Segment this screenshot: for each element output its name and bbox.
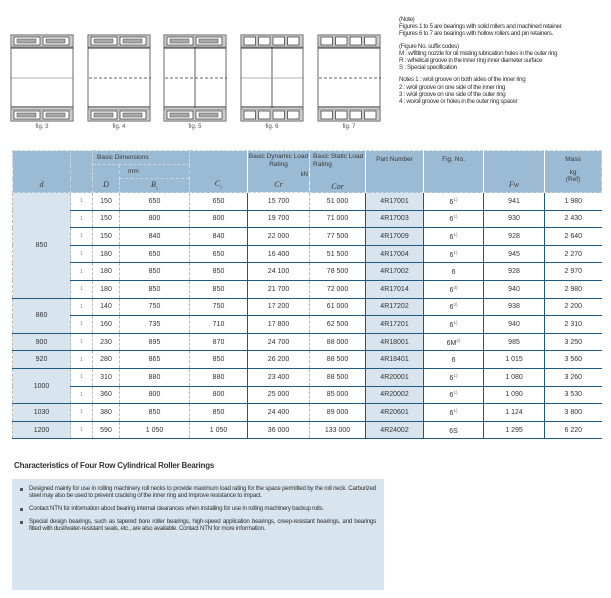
cell-Cr: 17 200	[248, 298, 310, 316]
cell-D: 380	[93, 404, 120, 422]
cell-fw: 945	[484, 245, 545, 263]
table-row	[13, 228, 602, 246]
cell-fig-no	[424, 351, 484, 369]
bearing-spec-table	[12, 150, 602, 439]
cell-D: 150	[93, 228, 120, 246]
suffix-title: (Figure No. suffix codes)	[399, 42, 459, 50]
cell-D: 180	[93, 263, 120, 281]
header-fw	[484, 151, 545, 193]
cell-D: 280	[93, 351, 120, 369]
mass-label: Mass	[565, 156, 581, 163]
header-d	[13, 151, 71, 193]
fig-no-sup: 2)	[453, 302, 458, 308]
cell-marker: 1	[71, 368, 93, 386]
cell-part-number: 4R17201	[366, 316, 424, 334]
cell-fw: 1 090	[484, 386, 545, 404]
characteristic-text: Contact NTN for information about bearing internal clearances when installing for use in rolling machinery backup rolls.	[29, 504, 324, 512]
cell-D: 590	[93, 421, 120, 439]
cell-Cr: 22 000	[248, 228, 310, 246]
cell-Cor: 51 500	[310, 245, 366, 263]
cell-marker: 1	[71, 280, 93, 298]
figure-label: fig. 7	[342, 124, 356, 130]
cell-C1: 650	[190, 193, 248, 211]
cell-D: 360	[93, 386, 120, 404]
ref-label: (Ref)	[565, 176, 581, 183]
cell-D: 150	[93, 210, 120, 228]
table-row	[13, 421, 602, 439]
fig-no-sup: 1)	[453, 231, 458, 237]
cell-C1: 750	[190, 298, 248, 316]
cell-Cr: 16 400	[248, 245, 310, 263]
cell-Cor: 89 000	[310, 404, 366, 422]
cell-part-number: 4R20001	[366, 368, 424, 386]
cell-Cor: 51 000	[310, 193, 366, 211]
table-row	[13, 351, 602, 369]
part-number-label: Part Number	[376, 156, 413, 163]
cell-fw: 985	[484, 333, 545, 351]
cell-mass: 3 250	[545, 333, 602, 351]
cell-part-number: 4R17202	[366, 298, 424, 316]
cell-D: 180	[93, 280, 120, 298]
figure-label: fig. 6	[265, 124, 279, 130]
fig-no-value: 6	[449, 233, 454, 241]
cell-Cor: 85 000	[310, 386, 366, 404]
fig-no-value: 6	[451, 357, 456, 365]
figure-label: fig. 3	[35, 124, 49, 130]
suffix-line: R : w/helical groove in the inner ring inner diameter surface	[399, 57, 543, 65]
bearing-figure	[317, 34, 381, 130]
cell-fig-no	[424, 263, 484, 281]
table-row	[13, 386, 602, 404]
cell-marker: 1	[71, 210, 93, 228]
cell-B1: 895	[120, 333, 190, 351]
fig-no-sup: 1)	[453, 407, 458, 413]
cell-fw: 930	[484, 210, 545, 228]
cell-mass: 3 260	[545, 368, 602, 386]
header-D	[93, 165, 120, 193]
cell-D: 160	[93, 316, 120, 334]
fig-no-value: 6	[449, 286, 454, 294]
fig-no-value: 6	[449, 198, 454, 206]
fig-no-value: 6	[449, 251, 454, 259]
cell-Cr: 24 700	[248, 333, 310, 351]
cell-B1: 850	[120, 280, 190, 298]
cell-mass: 1 980	[545, 193, 602, 211]
cell-Cor: 133 000	[310, 421, 366, 439]
cell-Cor: 62 500	[310, 316, 366, 334]
cell-part-number: 4R20002	[366, 386, 424, 404]
characteristics-title: Characteristics of Four Row Cylindrical Roller Bearings	[14, 461, 215, 470]
fig-no-value: 6	[449, 216, 454, 224]
cell-C1: 840	[190, 228, 248, 246]
kn-label: kN	[300, 172, 309, 178]
cell-part-number: 4R17014	[366, 280, 424, 298]
cell-marker: 1	[71, 404, 93, 422]
cell-Cor: 88 500	[310, 351, 366, 369]
figure-label: fig. 4	[112, 124, 126, 130]
cell-fig-no	[424, 280, 484, 298]
bullet-icon	[20, 488, 23, 491]
cell-fw: 938	[484, 298, 545, 316]
characteristic-text: Special design bearings, such as tapered bore roller bearings, high-speed application bearings, creep-resistant bearings, and bearings fitted with dust/water-resistant seals, etc., are also available. Contact NTN for more information.	[29, 517, 376, 532]
cell-part-number: 4R17002	[366, 263, 424, 281]
header-static	[310, 151, 366, 193]
cell-B1: 800	[120, 210, 190, 228]
c1-label: C	[214, 178, 221, 188]
cell-Cr: 24 100	[248, 263, 310, 281]
cell-mass: 2 640	[545, 228, 602, 246]
header-mm	[120, 165, 190, 179]
cell-fig-no	[424, 386, 484, 404]
characteristics-box	[12, 479, 384, 590]
cell-C1: 850	[190, 351, 248, 369]
cell-Cr: 25 000	[248, 386, 310, 404]
bearing-figure	[87, 34, 151, 130]
cell-Cr: 26 200	[248, 351, 310, 369]
cell-d: 920	[13, 351, 71, 369]
table-row	[13, 280, 602, 298]
mm-label: mm	[128, 168, 139, 175]
numbered-note: Notes 1 : w/oil groove on both sides of the inner ring	[399, 76, 526, 84]
numbered-note: 3 : w/oil groove on one side of the outer ring	[399, 90, 506, 98]
header-dynamic	[248, 151, 310, 193]
cell-mass: 6 220	[545, 421, 602, 439]
cell-mass: 2 270	[545, 245, 602, 263]
table-row	[13, 193, 602, 211]
bearing-figures	[10, 34, 390, 134]
cell-Cor: 78 500	[310, 263, 366, 281]
bearing-figure	[163, 34, 227, 130]
cell-fw: 928	[484, 263, 545, 281]
cell-Cr: 23 400	[248, 368, 310, 386]
cell-Cr: 15 700	[248, 193, 310, 211]
cell-fw: 1 080	[484, 368, 545, 386]
cell-mass: 3 560	[545, 351, 602, 369]
cell-B1: 850	[120, 263, 190, 281]
cell-marker: 1	[71, 421, 93, 439]
fig-no-sup: 2)	[456, 337, 461, 343]
note-line: Figures 6 to 7 are bearings with hollow rollers and pin retainers.	[399, 30, 554, 38]
cell-d: 850	[13, 193, 71, 299]
fig-no-label: Fig. No.	[442, 156, 465, 163]
table-row	[13, 245, 602, 263]
cell-C1: 850	[190, 263, 248, 281]
header-d-label: d	[39, 180, 44, 189]
b1-sub: 1	[155, 185, 159, 191]
fw-label: Fw	[508, 180, 520, 189]
cell-mass: 2 970	[545, 263, 602, 281]
cell-B1: 850	[120, 404, 190, 422]
fig-no-sup: 1)	[453, 249, 458, 255]
cell-fw: 941	[484, 193, 545, 211]
cell-B1: 880	[120, 368, 190, 386]
fig-no-value: 6S	[449, 427, 458, 435]
cell-Cor: 88 000	[310, 333, 366, 351]
bearing-cross-section-icon	[163, 34, 227, 122]
header-basic-dimensions	[93, 151, 190, 165]
dynamic-label: Basic Dynamic Load Rating	[248, 153, 309, 168]
fig-no-value: 6	[451, 269, 456, 277]
cell-fig-no	[424, 228, 484, 246]
fig-no-value: 6	[449, 304, 454, 312]
cor-label: Cor	[331, 182, 344, 191]
cell-C1: 880	[190, 368, 248, 386]
fig-no-sup: 1)	[453, 390, 458, 396]
characteristic-item	[20, 506, 376, 513]
cell-Cr: 24 400	[248, 404, 310, 422]
cell-fig-no	[424, 245, 484, 263]
note-title: (Note)	[399, 16, 415, 23]
suffix-line: S : Special specification	[399, 64, 457, 72]
cell-C1: 870	[190, 333, 248, 351]
cell-marker: 1	[71, 333, 93, 351]
table-row	[13, 210, 602, 228]
cell-fig-no	[424, 404, 484, 422]
cell-fig-no	[424, 333, 484, 351]
note-line: Figures 1 to 5 are bearings with solid rollers and machined retainer.	[399, 23, 563, 31]
cell-B1: 750	[120, 298, 190, 316]
table-row	[13, 404, 602, 422]
table-row	[13, 298, 602, 316]
kg-label: kg	[569, 169, 577, 176]
cell-B1: 650	[120, 193, 190, 211]
fig-no-sup: 1)	[453, 214, 458, 220]
fig-no-sup: 1)	[453, 196, 458, 202]
cell-mass: 2 310	[545, 316, 602, 334]
D-label: D	[103, 180, 109, 189]
cell-C1: 800	[190, 210, 248, 228]
cell-marker: 1	[71, 386, 93, 404]
cell-B1: 650	[120, 245, 190, 263]
bearing-figure	[10, 34, 74, 130]
cell-Cor: 77 500	[310, 228, 366, 246]
cell-B1: 865	[120, 351, 190, 369]
cell-part-number: 4R17009	[366, 228, 424, 246]
cell-d: 1000	[13, 368, 71, 403]
cell-fw: 940	[484, 316, 545, 334]
fig-no-sup: 1)	[453, 319, 458, 325]
fig-no-value: 6M	[446, 339, 457, 347]
cell-fw: 1 295	[484, 421, 545, 439]
bearing-cross-section-icon	[317, 34, 381, 122]
cell-d: 860	[13, 298, 71, 333]
suffix-line: M : w/fitting nozzle for oil misting lubrication holes in the outer ring	[399, 49, 558, 57]
header-c1	[190, 151, 248, 193]
fig-no-value: 6	[449, 321, 454, 329]
cell-fig-no	[424, 298, 484, 316]
cell-marker: 1	[71, 228, 93, 246]
cell-Cor: 72 000	[310, 280, 366, 298]
cell-C1: 800	[190, 386, 248, 404]
cell-marker: 1	[71, 298, 93, 316]
bearing-cross-section-icon	[240, 34, 304, 122]
bearing-cross-section-icon	[87, 34, 151, 122]
cell-mass: 3 800	[545, 404, 602, 422]
header-marker	[71, 151, 93, 193]
characteristic-item	[20, 486, 376, 500]
cell-Cr: 21 700	[248, 280, 310, 298]
b1-label: B	[150, 180, 156, 190]
cell-D: 310	[93, 368, 120, 386]
cell-part-number: 4R18001	[366, 333, 424, 351]
cell-d: 1200	[13, 421, 71, 439]
cell-mass: 2 980	[545, 280, 602, 298]
header-fig-no	[424, 151, 484, 193]
table-body	[13, 193, 602, 439]
cell-mass: 2 200	[545, 298, 602, 316]
cell-D: 140	[93, 298, 120, 316]
cell-C1: 650	[190, 245, 248, 263]
table-row	[13, 333, 602, 351]
cell-D: 150	[93, 193, 120, 211]
cell-part-number: 4R17001	[366, 193, 424, 211]
cell-Cr: 17 800	[248, 316, 310, 334]
cell-mass: 2 430	[545, 210, 602, 228]
cell-B1: 735	[120, 316, 190, 334]
cell-B1: 840	[120, 228, 190, 246]
cell-Cr: 36 000	[248, 421, 310, 439]
cell-fw: 1 015	[484, 351, 545, 369]
cell-fig-no	[424, 316, 484, 334]
cell-fig-no	[424, 193, 484, 211]
basic-dimensions-label: Basic Dimensions	[97, 154, 149, 161]
bearing-cross-section-icon	[10, 34, 74, 122]
cell-mass: 3 530	[545, 386, 602, 404]
cell-part-number: 4R18401	[366, 351, 424, 369]
cell-Cor: 88 500	[310, 368, 366, 386]
cell-C1: 850	[190, 404, 248, 422]
cell-C1: 710	[190, 316, 248, 334]
cell-marker: 1	[71, 351, 93, 369]
cell-fw: 1 124	[484, 404, 545, 422]
numbered-note: 2 : w/oil groove on one side of the inner ring	[399, 83, 506, 91]
cell-Cr: 19 700	[248, 210, 310, 228]
table-row	[13, 316, 602, 334]
fig-no-sup: 1)	[453, 372, 458, 378]
header-mass	[545, 151, 602, 193]
cell-D: 180	[93, 245, 120, 263]
table-row	[13, 368, 602, 386]
bearing-figure	[240, 34, 304, 130]
characteristic-item	[20, 519, 376, 533]
fig-no-sup: 3)	[453, 284, 458, 290]
cell-part-number: 4R24002	[366, 421, 424, 439]
cell-marker: 1	[71, 245, 93, 263]
characteristic-text: Designed mainly for use in rolling machinery roll necks to provide maximum load rating for the space permitted by the roll neck. Carburized steel may also be used to prevent cracking of the inner ring and improve resistance to impact.	[29, 485, 376, 499]
static-label: Basic Static Load Rating	[313, 153, 364, 168]
cell-part-number: 4R17003	[366, 210, 424, 228]
fig-no-value: 6	[449, 409, 454, 417]
bullet-icon	[20, 508, 23, 511]
cell-fig-no	[424, 368, 484, 386]
bullet-icon	[20, 521, 23, 524]
header-b1	[120, 179, 190, 193]
notes-panel	[399, 16, 609, 105]
cell-B1: 800	[120, 386, 190, 404]
cell-B1: 1 050	[120, 421, 190, 439]
cr-label: Cr	[274, 180, 283, 189]
c1-sub: 1	[220, 184, 223, 189]
cell-part-number: 4R17004	[366, 245, 424, 263]
cell-fw: 940	[484, 280, 545, 298]
table-row	[13, 263, 602, 281]
cell-part-number: 4R20601	[366, 404, 424, 422]
cell-marker: 1	[71, 263, 93, 281]
cell-Cor: 61 000	[310, 298, 366, 316]
fig-no-value: 6	[449, 392, 454, 400]
cell-fig-no	[424, 421, 484, 439]
cell-marker: 1	[71, 316, 93, 334]
cell-marker: 1	[71, 193, 93, 211]
cell-C1: 850	[190, 280, 248, 298]
figure-label: fig. 5	[188, 124, 202, 130]
cell-fw: 928	[484, 228, 545, 246]
cell-d: 1030	[13, 404, 71, 422]
cell-C1: 1 050	[190, 421, 248, 439]
numbered-note: 4 : wo/oil groove or holes in the outer ring spacer	[399, 98, 518, 106]
cell-Cor: 71 000	[310, 210, 366, 228]
header-part-number	[366, 151, 424, 193]
cell-d: 900	[13, 333, 71, 351]
cell-fig-no	[424, 210, 484, 228]
fig-no-value: 6	[449, 374, 454, 382]
cell-D: 230	[93, 333, 120, 351]
